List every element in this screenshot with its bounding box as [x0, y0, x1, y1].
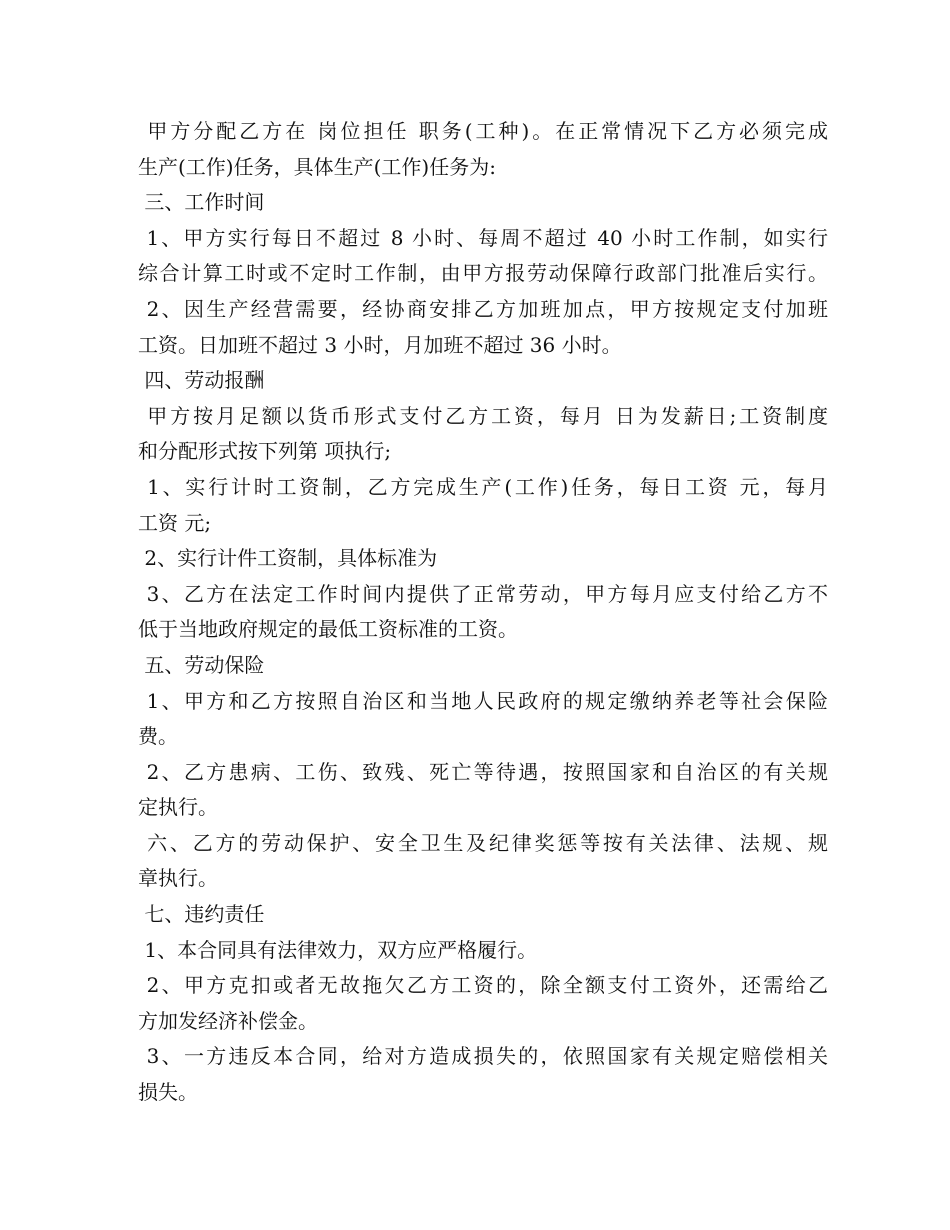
- text-line: 2、乙方患病、工伤、致残、死亡等待遇，按照国家和自治区的有关规: [138, 759, 828, 784]
- text-line: 2、实行计件工资制，具体标准为: [138, 546, 438, 571]
- text-line: 费。: [138, 724, 178, 749]
- section-heading: 三、工作时间: [138, 190, 265, 215]
- text-line: 工资 元;: [138, 510, 212, 535]
- text-line: 定执行。: [138, 795, 218, 820]
- text-line: 生产(工作)任务，具体生产(工作)任务为:: [138, 154, 496, 179]
- text-line: 1、甲方实行每日不超过 8 小时、每周不超过 40 小时工作制，如实行: [138, 225, 828, 250]
- text-line: 工资。日加班不超过 3 小时，月加班不超过 36 小时。: [138, 332, 622, 357]
- text-line: 3、一方违反本合同，给对方造成损失的，依照国家有关规定赔偿相关: [138, 1044, 828, 1069]
- text-line: 和分配形式按下列第 项执行;: [138, 439, 392, 464]
- section-heading: 六、乙方的劳动保护、安全卫生及纪律奖惩等按有关法律、法规、规: [138, 830, 828, 855]
- text-line: 2、因生产经营需要，经协商安排乙方加班加点，甲方按规定支付加班: [138, 296, 828, 321]
- text-line: 3、乙方在法定工作时间内提供了正常劳动，甲方每月应支付给乙方不: [138, 581, 828, 606]
- text-line: 综合计算工时或不定时工作制，由甲方报劳动保障行政部门批准后实行。: [138, 261, 828, 286]
- text-line: 甲方按月足额以货币形式支付乙方工资，每月 日为发薪日;工资制度: [138, 403, 828, 428]
- text-line: 1、本合同具有法律效力，双方应严格履行。: [138, 937, 538, 962]
- contract-text-body: [138, 114, 828, 1111]
- text-line: 2、甲方克扣或者无故拖欠乙方工资的，除全额支付工资外，还需给乙: [138, 973, 828, 998]
- section-heading: 七、违约责任: [138, 902, 265, 927]
- text-line: 方加发经济补偿金。: [138, 1008, 318, 1033]
- text-line: 1、实行计时工资制，乙方完成生产(工作)任务，每日工资 元，每月: [138, 474, 828, 499]
- section-heading: 五、劳动保险: [138, 652, 265, 677]
- text-line: 1、甲方和乙方按照自治区和当地人民政府的规定缴纳养老等社会保险: [138, 688, 828, 713]
- text-line: 章执行。: [138, 866, 218, 891]
- text-line: 甲方分配乙方在 岗位担任 职务(工种)。在正常情况下乙方必须完成: [138, 119, 828, 143]
- text-line: 低于当地政府规定的最低工资标准的工资。: [138, 617, 518, 642]
- text-line: 损失。: [138, 1080, 198, 1105]
- section-heading: 四、劳动报酬: [138, 368, 265, 393]
